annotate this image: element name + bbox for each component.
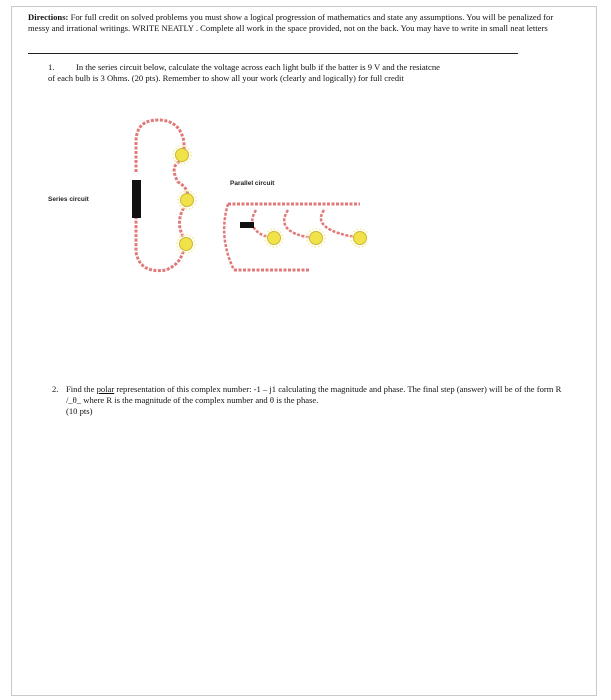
question-2-polar-word: polar	[96, 384, 115, 394]
series-circuit-label: Series circuit	[48, 196, 89, 203]
series-battery	[132, 180, 141, 218]
parallel-battery	[240, 222, 254, 228]
parallel-bulb-icon	[265, 229, 283, 247]
directions-text: For full credit on solved problems you must show a logical progression of mathematics and state any assumptions. You will be penalized for messy and irrational writings. WRITE NEATLY . Complete all work in the space provided, not on the back. You may have to write in small neat letters	[28, 12, 554, 34]
parallel-circuit-label: Parallel circuit	[230, 180, 275, 187]
question-1	[48, 62, 568, 84]
circuit-figure	[48, 112, 368, 287]
question-1-text-line2: of each bulb is 3 Ohms. (20 pts). Remember to show all your work (clearly and logically) for full credit	[48, 73, 404, 84]
parallel-branch-wire	[224, 204, 360, 270]
question-1-number: 1.	[48, 62, 55, 72]
question-1-text-line1: In the series circuit below, calculate the voltage across each light bulb if the batter is 9 V and the resiatcne	[76, 62, 440, 72]
circuit-drawing	[48, 112, 368, 287]
question-2-text-b: representation of this complex number: -1 – j1 calculating the magnitude and phase. The final step (answer) will be of the form R /_θ_ where R is the magnitude of the complex number and θ is the phase.	[66, 384, 562, 406]
series-bulb-icon	[177, 235, 195, 253]
series-bulb-icon	[178, 191, 196, 209]
worksheet-page	[11, 6, 597, 696]
question-2-text	[66, 384, 571, 418]
directions-label: Directions:	[28, 12, 69, 22]
question-2	[52, 384, 582, 417]
question-2-text-a: Find the	[66, 384, 97, 394]
question-2-number: 2.	[52, 384, 59, 394]
question-2-points: (10 pts)	[66, 406, 93, 417]
directions-block	[28, 12, 558, 34]
parallel-bulb-icon	[307, 229, 325, 247]
series-bulb-icon	[173, 146, 191, 164]
series-wire	[136, 120, 188, 271]
divider-line	[28, 53, 518, 54]
parallel-bulb-icon	[351, 229, 368, 247]
